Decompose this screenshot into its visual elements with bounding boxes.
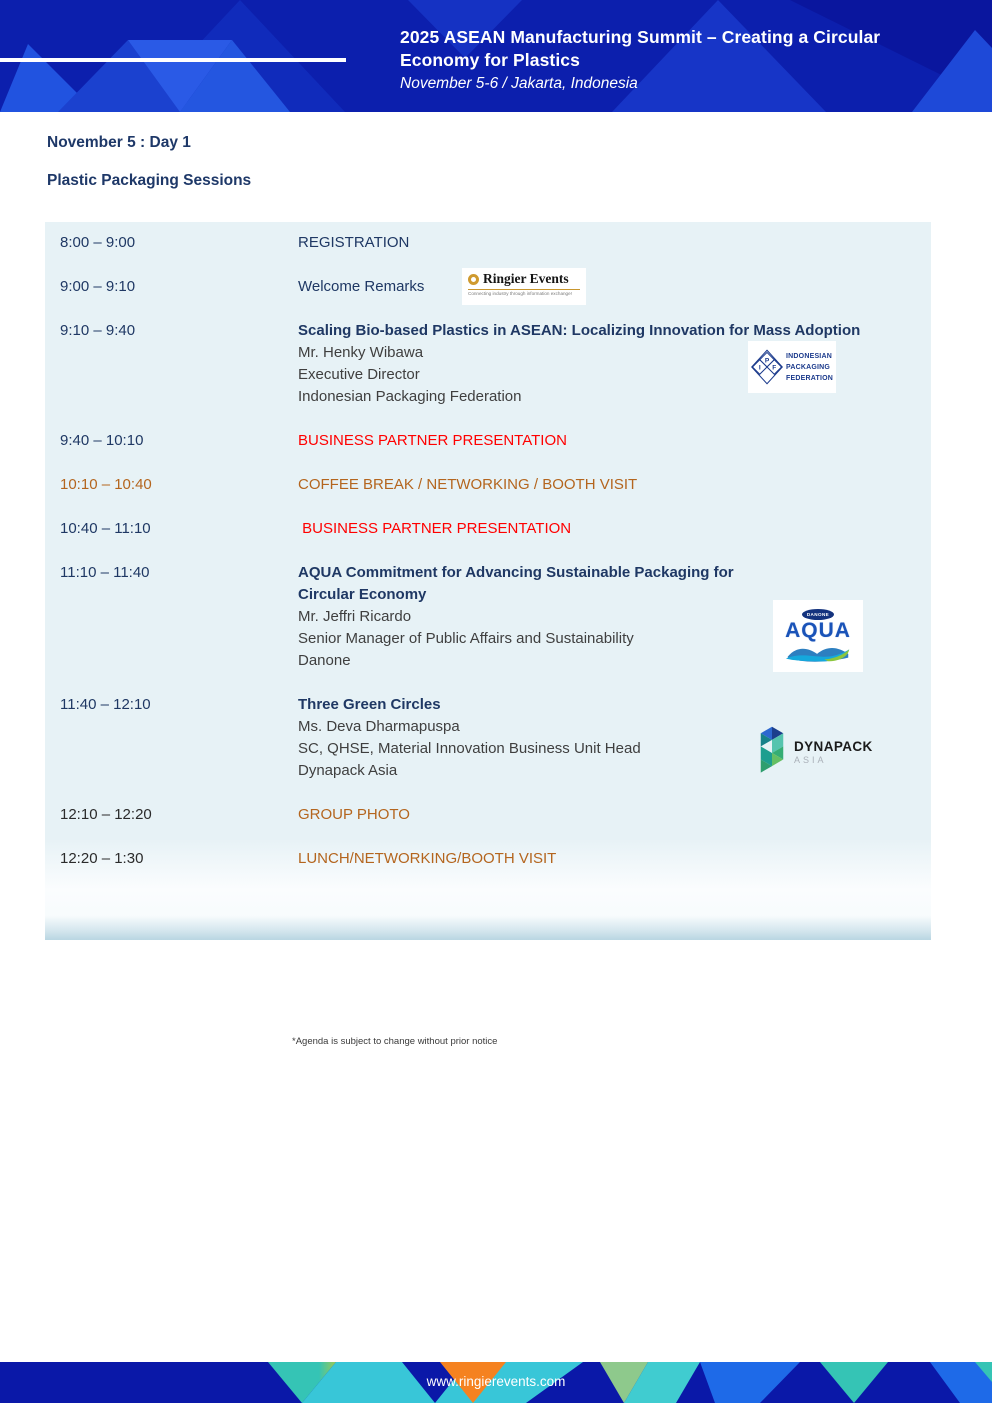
session-time: 9:10 – 9:40 <box>60 322 136 339</box>
speaker-role: Executive Director <box>298 366 420 383</box>
agenda-row-lunch <box>60 848 931 870</box>
speaker-role: Senior Manager of Public Affairs and Sustainability <box>298 630 634 647</box>
speaker-org: Danone <box>298 652 351 669</box>
session-title: LUNCH/NETWORKING/BOOTH VISIT <box>298 850 557 867</box>
agenda-row-registration <box>60 232 931 254</box>
ringier-gold-ring-icon <box>468 274 479 285</box>
event-date-location: November 5-6 / Jakarta, Indonesia <box>400 75 638 92</box>
day-heading: November 5 : Day 1 <box>47 134 191 151</box>
aqua-wave-icon <box>781 642 855 664</box>
danone-badge: DANONE <box>802 609 834 620</box>
session-time: 11:10 – 11:40 <box>60 564 150 581</box>
session-title: BUSINESS PARTNER PRESENTATION <box>298 520 572 537</box>
session-time: 10:10 – 10:40 <box>60 476 152 493</box>
agenda-row-coffee-break <box>60 474 931 496</box>
agenda-table <box>45 222 931 940</box>
session-title: AQUA Commitment for Advancing Sustainable Packaging for Circular Economy <box>298 564 734 603</box>
dynapack-logo-region: ASIA <box>794 754 827 765</box>
header-divider-line <box>0 58 346 62</box>
ringier-logo-name: Ringier Events <box>483 271 569 286</box>
aqua-wordmark: AQUA <box>785 618 851 642</box>
aqua-logo <box>773 600 863 672</box>
ringier-events-logo <box>462 268 586 305</box>
ipf-logo-line3: FEDERATION <box>786 374 833 382</box>
dynapack-logo <box>757 722 879 782</box>
session-time: 12:20 – 1:30 <box>60 850 144 867</box>
svg-text:F: F <box>772 364 777 372</box>
session-title: Scaling Bio-based Plastics in ASEAN: Localizing Innovation for Mass Adoption <box>298 322 861 339</box>
ipf-logo-line1: INDONESIAN <box>786 352 832 360</box>
agenda-row-partner-presentation-2 <box>60 518 931 540</box>
dynapack-mark-icon <box>757 725 787 779</box>
agenda-row-partner-presentation-1 <box>60 430 931 452</box>
header-banner <box>0 0 992 112</box>
session-title: Three Green Circles <box>298 696 441 713</box>
dynapack-logo-name: DYNAPACK <box>794 738 873 754</box>
ringier-logo-tagline: Connecting industry through information exchange! <box>468 289 580 296</box>
session-time: 9:00 – 9:10 <box>60 278 136 295</box>
session-title: REGISTRATION <box>298 234 410 251</box>
speaker-role: SC, QHSE, Material Innovation Business Unit Head <box>298 740 641 757</box>
speaker-org: Indonesian Packaging Federation <box>298 388 522 405</box>
session-title: COFFEE BREAK / NETWORKING / BOOTH VISIT <box>298 476 638 493</box>
session-time: 9:40 – 10:10 <box>60 432 144 449</box>
website-link[interactable]: www.ringierevents.com <box>426 1374 566 1389</box>
ipf-logo-line2: PACKAGING <box>786 363 831 371</box>
event-title: 2025 ASEAN Manufacturing Summit – Creating a Circular Economy for Plastics <box>400 27 881 70</box>
session-title: Welcome Remarks <box>298 278 425 295</box>
section-heading: Plastic Packaging Sessions <box>47 172 252 189</box>
session-time: 12:10 – 12:20 <box>60 806 152 823</box>
speaker-org: Dynapack Asia <box>298 762 398 779</box>
speaker-name: Ms. Deva Dharmapuspa <box>298 718 460 735</box>
agenda-row-group-photo <box>60 804 931 826</box>
session-title: GROUP PHOTO <box>298 806 410 823</box>
footer-banner <box>0 1362 992 1403</box>
ipf-diamond-icon <box>751 345 783 389</box>
svg-text:P: P <box>764 357 770 365</box>
speaker-name: Mr. Henky Wibawa <box>298 344 424 361</box>
session-title: BUSINESS PARTNER PRESENTATION <box>298 432 567 449</box>
agenda-footnote: *Agenda is subject to change without prior notice <box>292 1036 498 1047</box>
ipf-logo <box>748 341 836 393</box>
speaker-name: Mr. Jeffri Ricardo <box>298 608 412 625</box>
session-time: 10:40 – 11:10 <box>60 520 151 537</box>
svg-text:I: I <box>758 364 761 372</box>
session-time: 8:00 – 9:00 <box>60 234 136 251</box>
session-time: 11:40 – 12:10 <box>60 696 151 713</box>
